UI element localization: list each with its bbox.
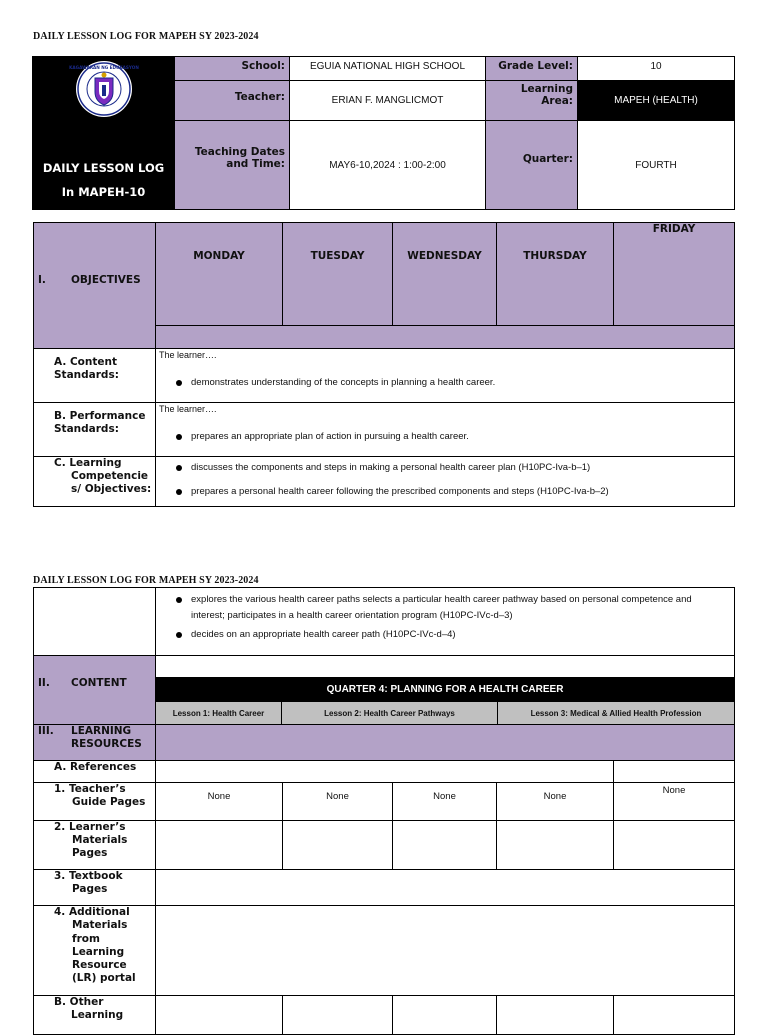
teacher-guide-label: 1. Teacher’s Guide Pages	[54, 783, 146, 808]
teacher-guide-wednesday: None	[392, 782, 497, 821]
deped-seal-icon	[69, 60, 139, 118]
day-header-friday: FRIDAY	[613, 222, 735, 326]
document-title: DAILY LESSON LOG FOR MAPEH SY 2023-2024	[33, 31, 259, 42]
other-learning-monday	[155, 995, 283, 1035]
competency-bullet-4	[176, 629, 456, 640]
competencies-cell	[155, 456, 735, 507]
day-header-monday: MONDAY	[155, 222, 283, 326]
grade-level-label: Grade Level:	[485, 56, 578, 81]
competencies-label: C. Learning Competencie s/ Objectives:	[54, 457, 152, 495]
other-learning-tuesday	[282, 995, 393, 1035]
bullet-text: prepares a personal health career following the prescribed components and steps (H10PC-Iva-b–2)	[191, 486, 609, 497]
other-learning-label-cell	[33, 995, 156, 1035]
resources-header-fill	[155, 724, 735, 761]
bullet-text: explores the various health career paths selects a particular health career pathway based on personal competence and	[191, 594, 692, 605]
content-blank-row	[155, 655, 735, 678]
teaching-dates-value: MAY6-10,2024 : 1:00-2:00	[289, 120, 486, 210]
performance-standards-label: B. Performance Standards:	[54, 410, 146, 435]
competency-bullet-2	[176, 486, 609, 497]
day-header-tuesday: TUESDAY	[282, 222, 393, 326]
bullet-icon	[176, 597, 182, 603]
objectives-header-cell	[33, 222, 156, 349]
references-cell	[155, 760, 614, 783]
learner-materials-label: 2. Learner’s Materials Pages	[54, 821, 128, 859]
competencies-cont-label-cell	[33, 587, 156, 656]
resources-header-cell	[33, 724, 156, 761]
other-learning-thursday	[496, 995, 614, 1035]
teacher-guide-label-cell	[33, 782, 156, 821]
performance-standards-cell	[155, 402, 735, 457]
content-label: CONTENT	[71, 677, 127, 689]
additional-materials-label-cell	[33, 905, 156, 996]
performance-standards-bullet	[176, 431, 469, 442]
content-standards-cell	[155, 348, 735, 403]
textbook-label: 3. Textbook Pages	[54, 870, 123, 895]
learner-materials-monday	[155, 820, 283, 870]
school-label: School:	[174, 56, 290, 81]
lesson-1: Lesson 1: Health Career	[155, 701, 282, 725]
objectives-label: OBJECTIVES	[71, 274, 141, 286]
other-learning-friday	[613, 995, 735, 1035]
references-label-cell	[33, 760, 156, 783]
bullet-icon	[176, 465, 182, 471]
references-friday-cell	[613, 760, 735, 783]
teacher-guide-tuesday: None	[282, 782, 393, 821]
svg-text:KAGAWARAN NG EDUKASYON: KAGAWARAN NG EDUKASYON	[69, 65, 139, 70]
competencies-cont-cell	[155, 587, 735, 656]
competency-bullet-1	[176, 462, 590, 473]
learner-materials-tuesday	[282, 820, 393, 870]
content-standards-label: A. Content Standards:	[54, 356, 119, 381]
additional-materials-label: 4. Additional Materials from Learning Resource (LR) portal	[54, 906, 136, 985]
bullet-text: demonstrates understanding of the concepts in planning a health career.	[191, 377, 496, 388]
learner-materials-wednesday	[392, 820, 497, 870]
teacher-label: Teacher:	[174, 80, 290, 121]
content-header-cell	[33, 655, 156, 725]
teacher-value: ERIAN F. MANGLICMOT	[289, 80, 486, 121]
performance-standards-intro: The learner….	[159, 404, 217, 414]
performance-standards-label-cell	[33, 402, 156, 457]
teacher-guide-friday: None	[613, 782, 735, 821]
bullet-text: discusses the components and steps in making a personal health career plan (H10PC-Iva-b–1)	[191, 462, 591, 473]
lesson-3: Lesson 3: Medical & Allied Health Profession	[497, 701, 735, 725]
teacher-guide-monday: None	[155, 782, 283, 821]
additional-materials-cell	[155, 905, 735, 996]
bullet-text: decides on an appropriate health career path (H10PC-IVc-d–4)	[191, 629, 456, 640]
learning-area-label: Learning Area:	[485, 80, 578, 121]
page2-document-title: DAILY LESSON LOG FOR MAPEH SY 2023-2024	[33, 575, 259, 586]
quarter-value: FOURTH	[577, 120, 735, 210]
quarter-label: Quarter:	[485, 120, 578, 210]
objectives-roman: I.	[38, 274, 46, 286]
bullet-icon	[176, 632, 182, 638]
teacher-guide-thursday: None	[496, 782, 614, 821]
quarter-title: QUARTER 4: PLANNING FOR A HEALTH CAREER	[155, 677, 735, 702]
grade-level-value: 10	[577, 56, 735, 81]
objectives-subrow	[155, 325, 735, 349]
dll-title-line1: DAILY LESSON LOG	[42, 161, 165, 175]
dll-title-line2: In MAPEH-10	[61, 185, 146, 199]
dll-title-block	[32, 56, 175, 210]
competency-bullet-3-cont: interest; participates in a health career orientation program (H10PC-IVc-d–3)	[191, 610, 513, 621]
learning-area-value: MAPEH (HEALTH)	[577, 80, 735, 121]
textbook-cell	[155, 869, 735, 906]
content-standards-intro: The learner….	[159, 350, 217, 360]
day-header-thursday: THURSDAY	[496, 222, 614, 326]
day-header-wednesday: WEDNESDAY	[392, 222, 497, 326]
resources-label: LEARNING RESOURCES	[71, 725, 142, 750]
resources-roman: III.	[38, 725, 54, 737]
textbook-label-cell	[33, 869, 156, 906]
bullet-icon	[176, 380, 182, 386]
competency-bullet-3	[176, 594, 692, 605]
learner-materials-friday	[613, 820, 735, 870]
content-standards-label-cell	[33, 348, 156, 403]
lesson-2: Lesson 2: Health Career Pathways	[281, 701, 498, 725]
competencies-label-cell	[33, 456, 156, 507]
learner-materials-thursday	[496, 820, 614, 870]
bullet-icon	[176, 489, 182, 495]
bullet-text: prepares an appropriate plan of action in pursuing a health career.	[191, 431, 469, 442]
other-learning-label: B. Other Learning	[54, 996, 124, 1021]
other-learning-wednesday	[392, 995, 497, 1035]
school-value: EGUIA NATIONAL HIGH SCHOOL	[289, 56, 486, 81]
teaching-dates-label: Teaching Dates and Time:	[174, 120, 290, 210]
content-standards-bullet	[176, 377, 495, 388]
references-label: A. References	[54, 761, 137, 773]
content-roman: II.	[38, 677, 50, 689]
bullet-icon	[176, 434, 182, 440]
learner-materials-label-cell	[33, 820, 156, 870]
